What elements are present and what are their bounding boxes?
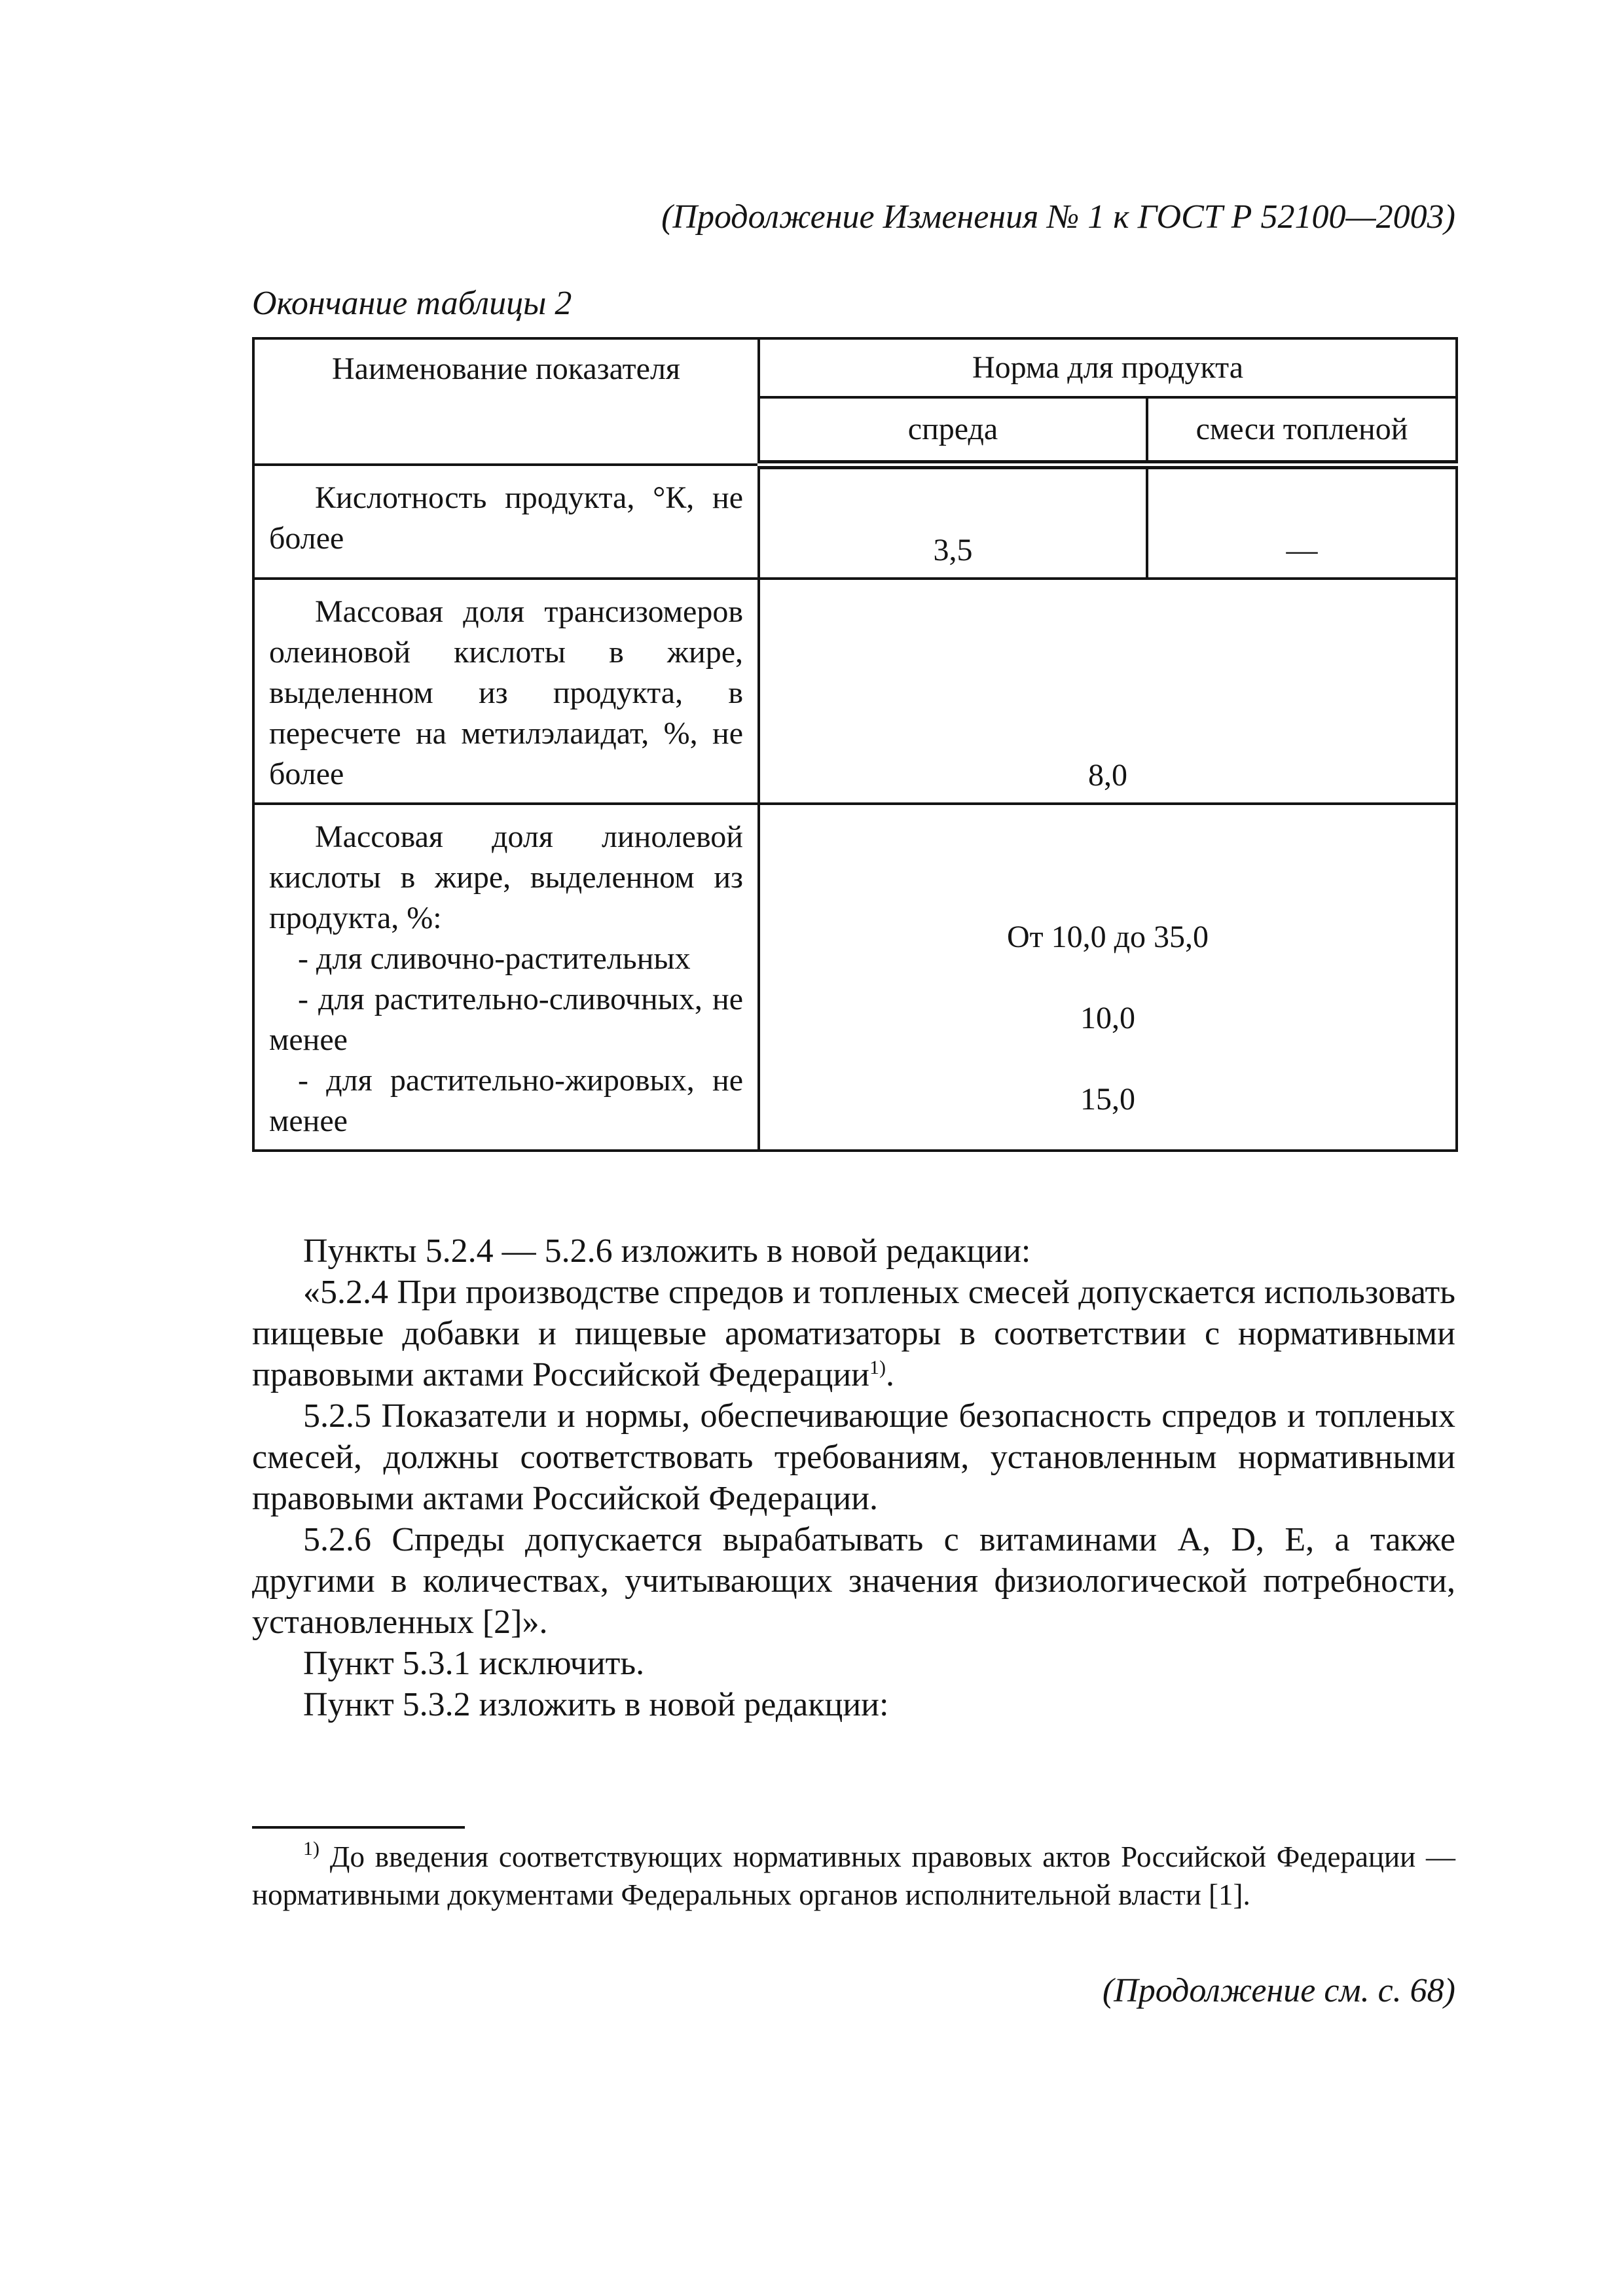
indicator-subitem: - для сливочно-растительных [298,941,691,976]
paragraph: Пункты 5.2.4 — 5.2.6 изложить в новой редакции: [303,1232,1031,1270]
combined-value-cell: 8,0 [759,579,1457,804]
paragraph: 5.2.6 Спреды допускается вырабатывать с витаминами А, D, Е, а также другими в количествах, учитывающих значения физиологической потребности, установленных [2]». [252,1521,1455,1641]
table-caption: Окончание таблицы 2 [252,285,572,322]
footnote-paragraph [252,1838,1455,1914]
indicator-subitem: - для растительно-сливочных, не менее [269,982,743,1057]
table-row [253,804,1457,1151]
table-row [253,579,1457,804]
subitem-value: 15,0 [1080,1082,1135,1117]
indicator-cell [253,804,759,1151]
indicator-text: Массовая доля линолевой кислоты в жире, выделенном из продукта, %: [269,819,743,935]
paragraph-text: «5.2.4 При производстве спредов и топленых смесей допускается использовать пищевые добавки и пищевые ароматизаторы в соответствии с нормативными правовыми актами Российской Федерации [252,1274,1455,1393]
footnote-marker: 1) [303,1838,319,1859]
spread-value-cell: 3,5 [759,465,1147,579]
indicator-cell [253,579,759,804]
page-footer: (Продолжение см. с. 68) [1102,1972,1455,2009]
indicator-cell [253,465,759,579]
paragraph [252,1272,1455,1395]
table-row [253,465,1457,579]
indicator-subitem: - для растительно-жировых, не менее [269,1063,743,1138]
header-indicator-name: Наименование показателя [253,338,759,465]
indicator-text: Кислотность продукта, °К, не более [269,480,743,556]
subitem-value: От 10,0 до 35,0 [1006,920,1209,954]
subitem-value: 10,0 [1080,1001,1135,1035]
header-blend: смеси топленой [1147,397,1457,465]
footnote-ref: 1) [869,1357,886,1378]
blend-value-cell: — [1147,465,1457,579]
header-spread: спреда [759,397,1147,465]
body-text [252,1230,1455,1725]
footnote-divider [252,1826,465,1829]
paragraph: 5.2.5 Показатели и нормы, обеспечивающие безопасность спредов и топленых смесей, должны соответствовать требованиям, установленным нормативными правовыми актами Российской Федерации. [252,1397,1455,1517]
footnote-text: До введения соответствующих нормативных правовых актов Российской Федерации — нормативными документами Федеральных органов исполнительной власти [1]. [252,1840,1455,1911]
table-header-row [253,338,1457,397]
header-product-norm: Норма для продукта [759,338,1457,397]
combined-value-cell [759,804,1457,1151]
paragraph: Пункт 5.3.1 исключить. [303,1645,645,1682]
indicator-text: Массовая доля трансизомеров олеиновой кислоты в жире, выделенном из продукта, в пересчете на метилэлаидат, %, не более [269,594,743,791]
requirements-table [252,337,1458,1152]
page-header: (Продолжение Изменения № 1 к ГОСТ Р 52100—2003) [661,198,1455,236]
footnote [252,1838,1455,1914]
paragraph-end: . [886,1356,895,1393]
paragraph: Пункт 5.3.2 изложить в новой редакции: [303,1686,889,1723]
